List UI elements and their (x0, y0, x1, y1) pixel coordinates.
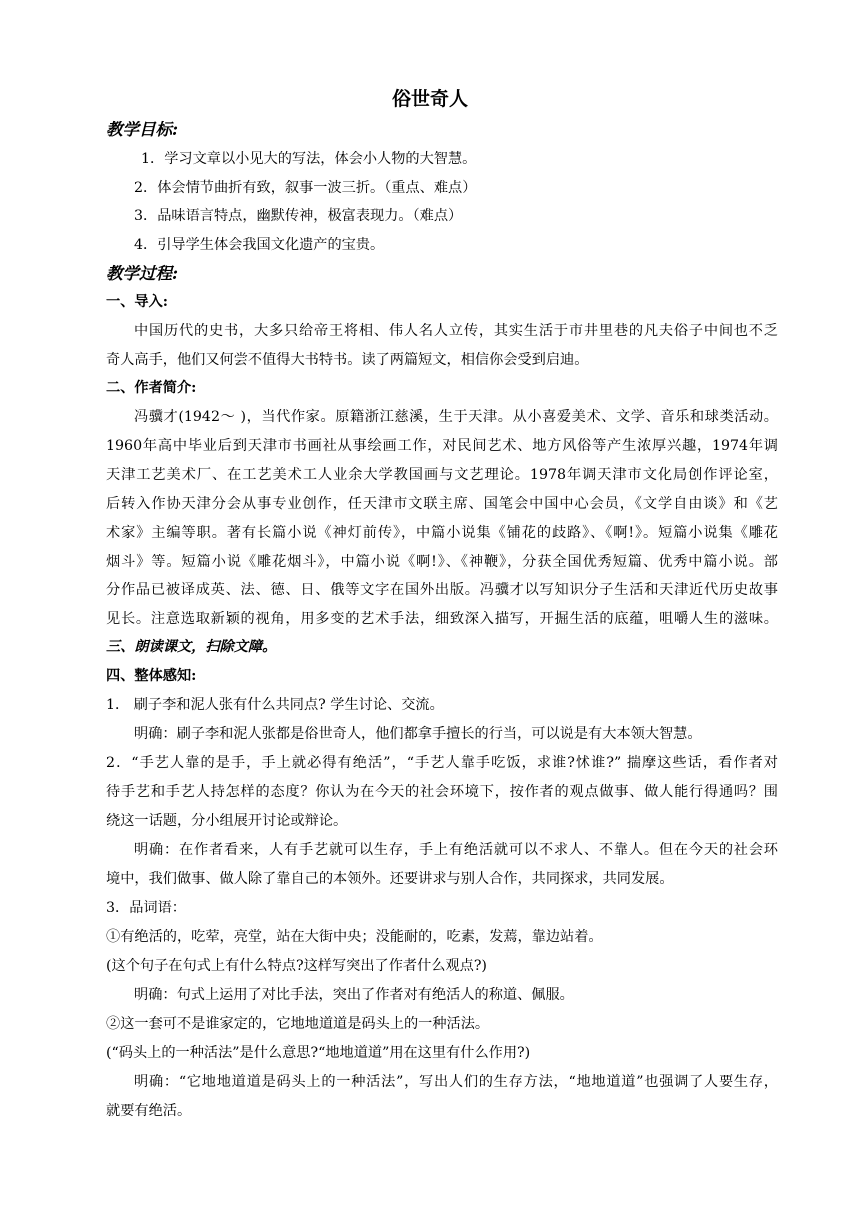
paragraph-line: 天津工艺美术厂、在工艺美术工人业余大学教国画与文艺理论。1978年调天津市文化局创作评论室， (106, 467, 778, 483)
answer-line: 明确：句式上运用了对比手法，突出了作者对有绝活人的称道、佩服。 (134, 987, 574, 1003)
word-example: ②这一套可不是谁家定的，它地地道道是码头上的一种活法。 (106, 1016, 490, 1032)
goal-item: 3．品味语言特点，幽默传神，极富表现力。（难点） (134, 208, 463, 224)
paragraph-line: 中国历代的史书，大多只给帝王将相、伟人名人立传，其实生活于市井里巷的凡夫俗子中间也不乏 (134, 323, 778, 339)
subsection-heading: 3．品词语： (106, 900, 186, 916)
paragraph-line: 奇人高手，他们又何尝不值得大书特书。读了两篇短文，相信你会受到启迪。 (106, 352, 589, 368)
answer-line: 明确：刷子李和泥人张都是俗世奇人，他们都拿手擅长的行当，可以说是有大本领大智慧。 (134, 726, 702, 742)
answer-line: 境中，我们做事、做人除了靠自己的本领外。还要讲求与别人合作，共同探求，共同发展。 (106, 871, 674, 887)
paragraph-line: 冯骥才(1942～ )，当代作家。原籍浙江慈溪，生于天津。从小喜爱美术、文学、音乐和球类活动。 (134, 409, 778, 425)
section-heading-overall: 四、整体感知: (106, 668, 197, 684)
goal-item: 1．学习文章以小见大的写法，体会小人物的大智慧。 (141, 151, 477, 167)
question-line: 1． 刷子李和泥人张有什么共同点? 学生讨论、交流。 (106, 697, 444, 713)
section-heading-reading: 三、朗读课文，扫除文障。 (106, 639, 277, 655)
teaching-goals-heading: 教学目标: (106, 120, 179, 139)
document-title: 俗世奇人 (391, 88, 468, 110)
paragraph-line: 分作品已被译成英、法、德、日、俄等文字在国外出版。冯骥才以写知识分子生活和天津近代历史故事 (106, 582, 778, 598)
paragraph-line: 术家》主编等职。著有长篇小说《神灯前传》，中篇小说集《铺花的歧路》、《啊!》。短篇小说集《雕花 (106, 525, 778, 541)
answer-line: 明确：在作者看来，人有手艺就可以生存，手上有绝活就可以不求人、不靠人。但在今天的社会环 (134, 842, 778, 858)
question-line: 绕这一话题，分小组展开讨论或辩论。 (106, 813, 348, 829)
word-question: (“码头上的一种活法”是什么意思?“地地道道”用在这里有什么作用?) (106, 1045, 531, 1061)
paragraph-line: 后转入作协天津分会从事专业创作，任天津市文联主席、国笔会中国中心会员，《文学自由谈》和《艺 (106, 496, 778, 512)
word-example: ①有绝活的，吃荤，亮堂，站在大街中央；没能耐的，吃素，发蔫，靠边站着。 (106, 929, 603, 945)
question-line: 待手艺和手艺人持怎样的态度？你认为在今天的社会环境下，按作者的观点做事、做人能行得通吗？围 (106, 784, 778, 800)
answer-line: 明确：“它地地道道是码头上的一种活法”，写出人们的生存方法，“地地道道”也强调了人要生存， (134, 1074, 778, 1090)
section-heading-intro: 一、导入: (106, 294, 168, 310)
paragraph-line: 烟斗》等。短篇小说《雕花烟斗》，中篇小说《啊!》、《神鞭》，分获全国优秀短篇、优秀中篇小说。部 (106, 554, 778, 570)
goal-item: 4．引导学生体会我国文化遗产的宝贵。 (134, 237, 385, 253)
goal-item: 2．体会情节曲折有致，叙事一波三折。（重点、难点） (134, 180, 477, 196)
paragraph-line: 1960年高中毕业后到天津市书画社从事绘画工作，对民间艺术、地方风俗等产生浓厚兴趣，1974年调 (106, 438, 778, 454)
teaching-process-heading: 教学过程: (106, 264, 179, 283)
word-question: (这个句子在句式上有什么特点?这样写突出了作者什么观点?) (106, 958, 487, 974)
question-line: 2．“手艺人靠的是手，手上就必得有绝活”，“手艺人靠手吃饭，求谁?怵谁?” 揣摩这些话，看作者对 (106, 755, 778, 771)
paragraph-line: 见长。注意选取新颖的视角，用多变的艺术手法，细致深入描写，开掘生活的底蕴，咀嚼人生的滋味。 (106, 611, 778, 627)
answer-line: 就要有绝活。 (106, 1103, 192, 1119)
section-heading-author: 二、作者简介: (106, 380, 197, 396)
